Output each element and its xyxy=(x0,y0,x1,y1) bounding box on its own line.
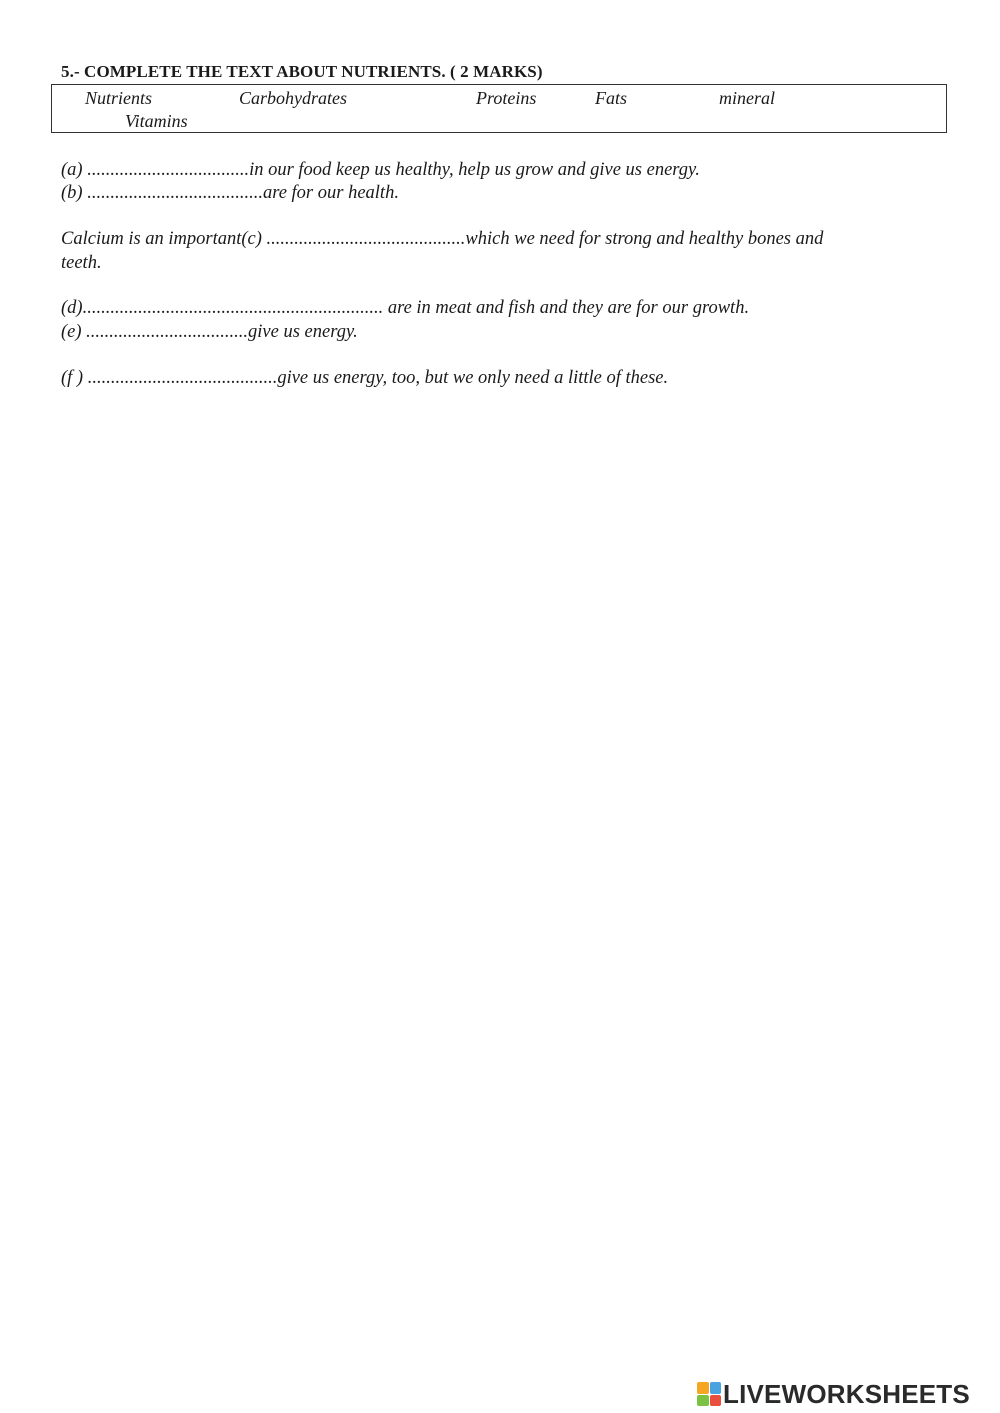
sentence-b: (b) ......................................are for our health. xyxy=(61,183,399,203)
liveworksheets-logo xyxy=(697,1378,970,1410)
logo-square-2 xyxy=(710,1382,722,1394)
word-bank-item: Nutrients xyxy=(85,88,153,108)
word-bank-item: Vitamins xyxy=(125,111,188,131)
sentence-d: (d)................................................................. are in meat and fish and they are for our growth. xyxy=(61,298,750,318)
word-bank-item: Fats xyxy=(595,88,628,108)
word-bank-item: mineral xyxy=(719,88,775,108)
exercise-heading: 5.- COMPLETE THE TEXT ABOUT NUTRIENTS. ( 2 MARKS) xyxy=(61,62,543,81)
sentence-a: (a) ...................................in our food keep us healthy, help us grow and give us energy. xyxy=(61,160,700,180)
logo-square-1 xyxy=(697,1382,709,1394)
sentence-c: Calcium is an important(c) ...........................................which we need for strong and healthy bones and xyxy=(61,229,824,249)
sentence-e: (e) ...................................give us energy. xyxy=(61,322,358,342)
liveworksheets-logo-icon xyxy=(697,1382,721,1406)
word-bank-item: Proteins xyxy=(476,88,537,108)
word-bank-item: Carbohydrates xyxy=(239,88,347,108)
word-bank xyxy=(51,84,947,133)
logo-brand-text: LIVEWORKSHEETS xyxy=(723,1379,970,1409)
sentence-c-continued: teeth. xyxy=(61,253,102,273)
sentence-f: (f ) .........................................give us energy, too, but we only need a little of these. xyxy=(61,368,669,388)
logo-square-4 xyxy=(710,1395,722,1407)
logo-square-3 xyxy=(697,1395,709,1407)
